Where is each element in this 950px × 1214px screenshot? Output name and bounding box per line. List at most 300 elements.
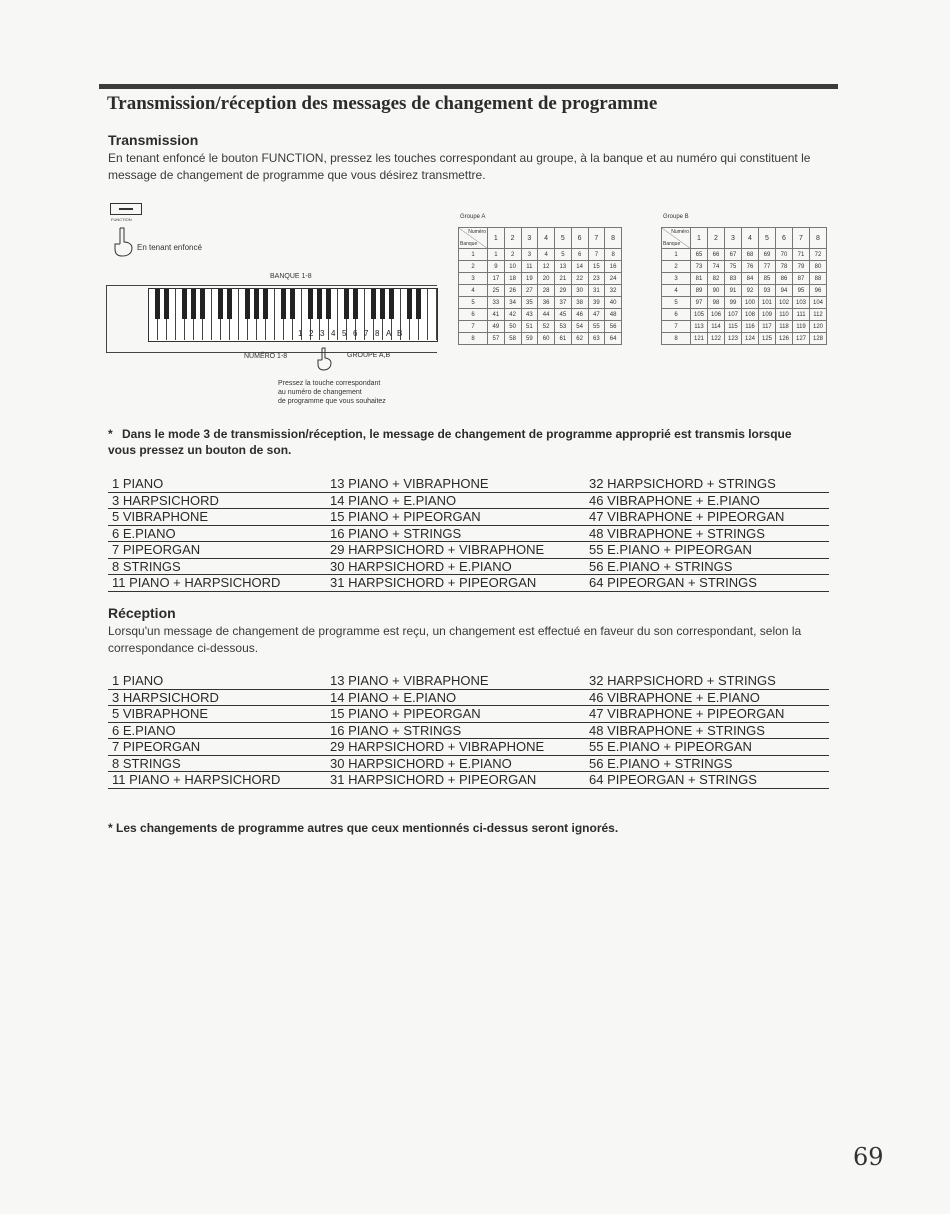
grid-cell: 39 (588, 297, 605, 309)
grid-cell: 109 (759, 309, 776, 321)
grid-col-header: 5 (555, 228, 572, 249)
program-cell: 55 E.PIANO + PIPEORGAN (585, 739, 829, 756)
grid-cell: 110 (776, 309, 793, 321)
grid-row (662, 249, 827, 261)
press-caption-3: de programme que vous souhaitez (278, 398, 386, 405)
grid-cell: 50 (504, 321, 521, 333)
grid-cell: 12 (538, 261, 555, 273)
black-key (389, 289, 394, 319)
grid-cell: 65 (691, 249, 708, 261)
press-caption-2: au numéro de changement (278, 389, 362, 396)
program-cell: 47 VIBRAPHONE + PIPEORGAN (585, 509, 829, 526)
white-key (428, 289, 437, 340)
black-key (191, 289, 196, 319)
program-cell: 64 PIPEORGAN + STRINGS (585, 575, 829, 592)
grid-row (459, 249, 622, 261)
grid-cell: 120 (810, 321, 827, 333)
grid-cell: 105 (691, 309, 708, 321)
grid-cell: 3 (521, 249, 538, 261)
grid-cell: 82 (708, 273, 725, 285)
table-row (108, 558, 829, 575)
grid-cell: 104 (810, 297, 827, 309)
black-key (317, 289, 322, 319)
program-cell: 14 PIANO + E.PIANO (326, 689, 585, 706)
grid-cell: 101 (759, 297, 776, 309)
program-cell: 13 PIANO + VIBRAPHONE (326, 476, 585, 492)
key-number-label: 4 (331, 329, 336, 338)
grid-cell: 94 (776, 285, 793, 297)
grid-cell: 5 (555, 249, 572, 261)
grid-cell: 117 (759, 321, 776, 333)
grid-cell: 21 (555, 273, 572, 285)
program-cell: 5 VIBRAPHONE (108, 509, 326, 526)
grid-cell: 40 (605, 297, 622, 309)
corner-bank-label: Banque (663, 241, 681, 247)
hold-label: En tenant enfoncé (137, 243, 202, 252)
grid-cell: 99 (725, 297, 742, 309)
program-cell: 14 PIANO + E.PIANO (326, 492, 585, 509)
grid-cell: 119 (793, 321, 810, 333)
bank-label: BANQUE 1-8 (270, 273, 312, 280)
grid-cell: 9 (488, 261, 505, 273)
key-number-label: 7 (364, 329, 369, 338)
grid-cell: 68 (742, 249, 759, 261)
grid-col-header: 8 (605, 228, 622, 249)
group-b-grid (661, 227, 827, 345)
key-number-label: 1 (298, 329, 303, 338)
group-a-grid (458, 227, 622, 345)
grid-bank-cell: 4 (662, 285, 691, 297)
grid-col-header: 2 (708, 228, 725, 249)
black-key (254, 289, 259, 319)
grid-cell: 114 (708, 321, 725, 333)
reception-program-table (108, 673, 829, 789)
grid-cell: 1 (488, 249, 505, 261)
grid-cell: 56 (605, 321, 622, 333)
program-cell: 3 HARPSICHORD (108, 689, 326, 706)
grid-cell: 112 (810, 309, 827, 321)
top-rule (99, 84, 838, 89)
grid-cell: 70 (776, 249, 793, 261)
grid-cell: 126 (776, 333, 793, 345)
grid-bank-cell: 2 (662, 261, 691, 273)
grid-row (459, 321, 622, 333)
key-number-label: 5 (342, 329, 347, 338)
grid-cell: 74 (708, 261, 725, 273)
grid-cell: 98 (708, 297, 725, 309)
grid-cell: 42 (504, 309, 521, 321)
grid-cell: 8 (605, 249, 622, 261)
grid-row (459, 285, 622, 297)
grid-cell: 13 (555, 261, 572, 273)
grid-cell: 85 (759, 273, 776, 285)
grid-row (662, 297, 827, 309)
transmission-program-table (108, 476, 829, 592)
key-number-label: 2 (309, 329, 314, 338)
grid-cell: 49 (488, 321, 505, 333)
grid-cell: 118 (776, 321, 793, 333)
corner-bank-label: Banque (460, 241, 478, 247)
grid-cell: 107 (725, 309, 742, 321)
grid-cell: 88 (810, 273, 827, 285)
black-key (380, 289, 385, 319)
program-cell: 31 HARPSICHORD + PIPEORGAN (326, 772, 585, 789)
grid-cell: 58 (504, 333, 521, 345)
grid-cell: 123 (725, 333, 742, 345)
grid-cell: 67 (725, 249, 742, 261)
program-cell: 16 PIANO + STRINGS (326, 525, 585, 542)
program-cell: 11 PIANO + HARPSICHORD (108, 575, 326, 592)
program-cell: 16 PIANO + STRINGS (326, 722, 585, 739)
grid-cell: 79 (793, 261, 810, 273)
grid-col-header: 8 (810, 228, 827, 249)
black-key (290, 289, 295, 319)
black-key (371, 289, 376, 319)
table-row (108, 706, 829, 723)
grid-col-header: 1 (691, 228, 708, 249)
program-cell: 1 PIANO (108, 476, 326, 492)
grid-cell: 18 (504, 273, 521, 285)
grid-cell: 44 (538, 309, 555, 321)
program-cell: 15 PIANO + PIPEORGAN (326, 706, 585, 723)
black-key (308, 289, 313, 319)
grid-corner (662, 228, 691, 249)
black-key (416, 289, 421, 319)
grid-cell: 60 (538, 333, 555, 345)
grid-cell: 115 (725, 321, 742, 333)
grid-bank-cell: 3 (662, 273, 691, 285)
black-key (218, 289, 223, 319)
program-cell: 7 PIPEORGAN (108, 542, 326, 559)
table-row (108, 476, 829, 492)
grid-cell: 52 (538, 321, 555, 333)
grid-cell: 10 (504, 261, 521, 273)
program-cell: 30 HARPSICHORD + E.PIANO (326, 558, 585, 575)
program-cell: 32 HARPSICHORD + STRINGS (585, 476, 829, 492)
program-cell: 55 E.PIANO + PIPEORGAN (585, 542, 829, 559)
grid-cell: 72 (810, 249, 827, 261)
final-note-text: Les changements de programme autres que ceux mentionnés ci-dessus seront ignorés. (116, 821, 619, 835)
grid-cell: 45 (555, 309, 572, 321)
grid-row (662, 321, 827, 333)
corner-number-label: Numéro (468, 229, 486, 235)
program-cell: 48 VIBRAPHONE + STRINGS (585, 525, 829, 542)
grid-cell: 125 (759, 333, 776, 345)
table-row (108, 772, 829, 789)
grid-cell: 97 (691, 297, 708, 309)
grid-bank-cell: 7 (662, 321, 691, 333)
grid-cell: 7 (588, 249, 605, 261)
grid-cell: 53 (555, 321, 572, 333)
grid-bank-cell: 5 (662, 297, 691, 309)
black-key (281, 289, 286, 319)
grid-cell: 36 (538, 297, 555, 309)
grid-bank-cell: 7 (459, 321, 488, 333)
transmission-text: En tenant enfoncé le bouton FUNCTION, pressez les touches correspondant au groupe, à la banque et au numéro qui constituent le message de changement de programme que vous désirez transmettre. (108, 151, 811, 182)
grid-corner (459, 228, 488, 249)
grid-cell: 17 (488, 273, 505, 285)
page-number: 69 (853, 1143, 884, 1171)
grid-cell: 55 (588, 321, 605, 333)
program-cell: 1 PIANO (108, 673, 326, 689)
program-cell: 8 STRINGS (108, 755, 326, 772)
grid-bank-cell: 8 (662, 333, 691, 345)
program-cell: 47 VIBRAPHONE + PIPEORGAN (585, 706, 829, 723)
black-key (263, 289, 268, 319)
grid-col-header: 6 (776, 228, 793, 249)
grid-cell: 15 (588, 261, 605, 273)
grid-cell: 31 (588, 285, 605, 297)
grid-row (662, 309, 827, 321)
program-cell: 48 VIBRAPHONE + STRINGS (585, 722, 829, 739)
grid-cell: 81 (691, 273, 708, 285)
grid-cell: 59 (521, 333, 538, 345)
grid-cell: 35 (521, 297, 538, 309)
key-number-label: 6 (353, 329, 358, 338)
grid-cell: 128 (810, 333, 827, 345)
grid-cell: 43 (521, 309, 538, 321)
grid-bank-cell: 1 (459, 249, 488, 261)
grid-cell: 54 (571, 321, 588, 333)
grid-cell: 71 (793, 249, 810, 261)
grid-col-header: 7 (588, 228, 605, 249)
corner-number-label: Numéro (671, 229, 689, 235)
grid-cell: 96 (810, 285, 827, 297)
grid-cell: 100 (742, 297, 759, 309)
grid-cell: 80 (810, 261, 827, 273)
grid-bank-cell: 2 (459, 261, 488, 273)
grid-col-header: 3 (521, 228, 538, 249)
grid-cell: 29 (555, 285, 572, 297)
key-number-label: 3 (320, 329, 325, 338)
grid-cell: 16 (605, 261, 622, 273)
black-key (164, 289, 169, 319)
grid-cell: 22 (571, 273, 588, 285)
function-button-icon (110, 203, 142, 215)
grid-cell: 33 (488, 297, 505, 309)
grid-cell: 76 (742, 261, 759, 273)
grid-cell: 2 (504, 249, 521, 261)
grid-cell: 38 (571, 297, 588, 309)
grid-col-header: 4 (538, 228, 555, 249)
grid-cell: 41 (488, 309, 505, 321)
table-row (108, 739, 829, 756)
grid-col-header: 4 (742, 228, 759, 249)
grid-cell: 25 (488, 285, 505, 297)
number-label: NUMÉRO 1-8 (244, 353, 288, 360)
grid-row (459, 333, 622, 345)
grid-cell: 124 (742, 333, 759, 345)
grid-cell: 28 (538, 285, 555, 297)
table-row (108, 755, 829, 772)
grid-row (459, 261, 622, 273)
grid-cell: 95 (793, 285, 810, 297)
grid-cell: 102 (776, 297, 793, 309)
grid-cell: 84 (742, 273, 759, 285)
program-cell: 29 HARPSICHORD + VIBRAPHONE (326, 542, 585, 559)
grid-cell: 61 (555, 333, 572, 345)
grid-cell: 121 (691, 333, 708, 345)
grid-bank-cell: 6 (459, 309, 488, 321)
grid-cell: 34 (504, 297, 521, 309)
note-text: Dans le mode 3 de transmission/réception, le message de changement de programme approprié est transmis lorsque vous pressez un bouton de son. (108, 427, 792, 457)
grid-bank-cell: 6 (662, 309, 691, 321)
program-cell: 56 E.PIANO + STRINGS (585, 558, 829, 575)
program-cell: 30 HARPSICHORD + E.PIANO (326, 755, 585, 772)
grid-cell: 26 (504, 285, 521, 297)
grid-cell: 122 (708, 333, 725, 345)
grid-row (459, 309, 622, 321)
grid-cell: 30 (571, 285, 588, 297)
grid-cell: 113 (691, 321, 708, 333)
program-cell: 31 HARPSICHORD + PIPEORGAN (326, 575, 585, 592)
grid-cell: 89 (691, 285, 708, 297)
black-key (182, 289, 187, 319)
table-row (108, 525, 829, 542)
key-number-label: 8 (375, 329, 380, 338)
grid-cell: 57 (488, 333, 505, 345)
black-key (155, 289, 160, 319)
program-cell: 6 E.PIANO (108, 722, 326, 739)
black-key (407, 289, 412, 319)
grid-bank-cell: 4 (459, 285, 488, 297)
grid-cell: 6 (571, 249, 588, 261)
program-cell: 13 PIANO + VIBRAPHONE (326, 673, 585, 689)
grid-cell: 127 (793, 333, 810, 345)
key-number-row (298, 329, 408, 341)
grid-cell: 87 (793, 273, 810, 285)
grid-cell: 69 (759, 249, 776, 261)
black-key (227, 289, 232, 319)
grid-row (662, 261, 827, 273)
table-row (108, 509, 829, 526)
grid-cell: 78 (776, 261, 793, 273)
grid-cell: 108 (742, 309, 759, 321)
grid-cell: 111 (793, 309, 810, 321)
grid-col-header: 6 (571, 228, 588, 249)
grid-cell: 73 (691, 261, 708, 273)
grid-col-header: 2 (504, 228, 521, 249)
program-cell: 11 PIANO + HARPSICHORD (108, 772, 326, 789)
grid-cell: 23 (588, 273, 605, 285)
grid-cell: 77 (759, 261, 776, 273)
transmission-heading: Transmission (108, 132, 199, 148)
program-cell: 5 VIBRAPHONE (108, 706, 326, 723)
grid-cell: 51 (521, 321, 538, 333)
grid-row (459, 297, 622, 309)
grid-cell: 47 (588, 309, 605, 321)
grid-cell: 14 (571, 261, 588, 273)
program-cell: 46 VIBRAPHONE + E.PIANO (585, 689, 829, 706)
grid-cell: 11 (521, 261, 538, 273)
grid-cell: 83 (725, 273, 742, 285)
grid-cell: 37 (555, 297, 572, 309)
grid-col-header: 1 (488, 228, 505, 249)
grid-cell: 116 (742, 321, 759, 333)
key-number-label: B (397, 329, 403, 338)
grid-cell: 48 (605, 309, 622, 321)
table-row (108, 575, 829, 592)
reception-heading: Réception (108, 605, 176, 621)
group-b-title: Groupe B (663, 214, 689, 220)
grid-row (662, 273, 827, 285)
program-cell: 32 HARPSICHORD + STRINGS (585, 673, 829, 689)
page-title: Transmission/réception des messages de changement de programme (107, 93, 658, 114)
grid-bank-cell: 8 (459, 333, 488, 345)
grid-cell: 90 (708, 285, 725, 297)
reception-text: Lorsqu'un message de changement de programme est reçu, un changement est effectué en faveur du son correspondant, selon la correspondance ci-dessous. (108, 624, 802, 655)
key-number-label: A (386, 329, 392, 338)
finger-press-icon (112, 226, 136, 258)
grid-cell: 27 (521, 285, 538, 297)
function-label: FUNCTION (111, 217, 132, 222)
grid-cell: 75 (725, 261, 742, 273)
grid-bank-cell: 5 (459, 297, 488, 309)
grid-col-header: 3 (725, 228, 742, 249)
program-cell: 56 E.PIANO + STRINGS (585, 755, 829, 772)
program-cell: 3 HARPSICHORD (108, 492, 326, 509)
grid-header-row (662, 228, 827, 249)
press-caption-1: Pressez la touche correspondant (278, 380, 381, 387)
table-row (108, 722, 829, 739)
grid-header-row (459, 228, 622, 249)
grid-row (662, 333, 827, 345)
grid-cell: 4 (538, 249, 555, 261)
program-cell: 6 E.PIANO (108, 525, 326, 542)
grid-cell: 66 (708, 249, 725, 261)
grid-cell: 19 (521, 273, 538, 285)
table-row (108, 492, 829, 509)
transmission-note (108, 426, 820, 458)
black-key (326, 289, 331, 319)
black-key (344, 289, 349, 319)
grid-row (662, 285, 827, 297)
grid-cell: 92 (742, 285, 759, 297)
table-row (108, 689, 829, 706)
note-mark: * (108, 427, 113, 441)
grid-cell: 32 (605, 285, 622, 297)
grid-cell: 63 (588, 333, 605, 345)
grid-row (459, 273, 622, 285)
final-note (108, 820, 820, 836)
table-row (108, 673, 829, 689)
grid-bank-cell: 1 (662, 249, 691, 261)
program-cell: 7 PIPEORGAN (108, 739, 326, 756)
grid-cell: 20 (538, 273, 555, 285)
grid-cell: 91 (725, 285, 742, 297)
program-cell: 15 PIANO + PIPEORGAN (326, 509, 585, 526)
table-row (108, 542, 829, 559)
grid-cell: 106 (708, 309, 725, 321)
grid-cell: 103 (793, 297, 810, 309)
grid-cell: 62 (571, 333, 588, 345)
group-a-title: Groupe A (460, 214, 486, 220)
black-key (245, 289, 250, 319)
grid-col-header: 5 (759, 228, 776, 249)
grid-cell: 64 (605, 333, 622, 345)
program-cell: 29 HARPSICHORD + VIBRAPHONE (326, 739, 585, 756)
black-key (353, 289, 358, 319)
grid-cell: 24 (605, 273, 622, 285)
grid-cell: 46 (571, 309, 588, 321)
black-key (200, 289, 205, 319)
program-cell: 64 PIPEORGAN + STRINGS (585, 772, 829, 789)
grid-bank-cell: 3 (459, 273, 488, 285)
group-label: GROUPE A,B (347, 352, 391, 359)
program-cell: 8 STRINGS (108, 558, 326, 575)
final-note-mark: * (108, 821, 113, 835)
grid-cell: 86 (776, 273, 793, 285)
